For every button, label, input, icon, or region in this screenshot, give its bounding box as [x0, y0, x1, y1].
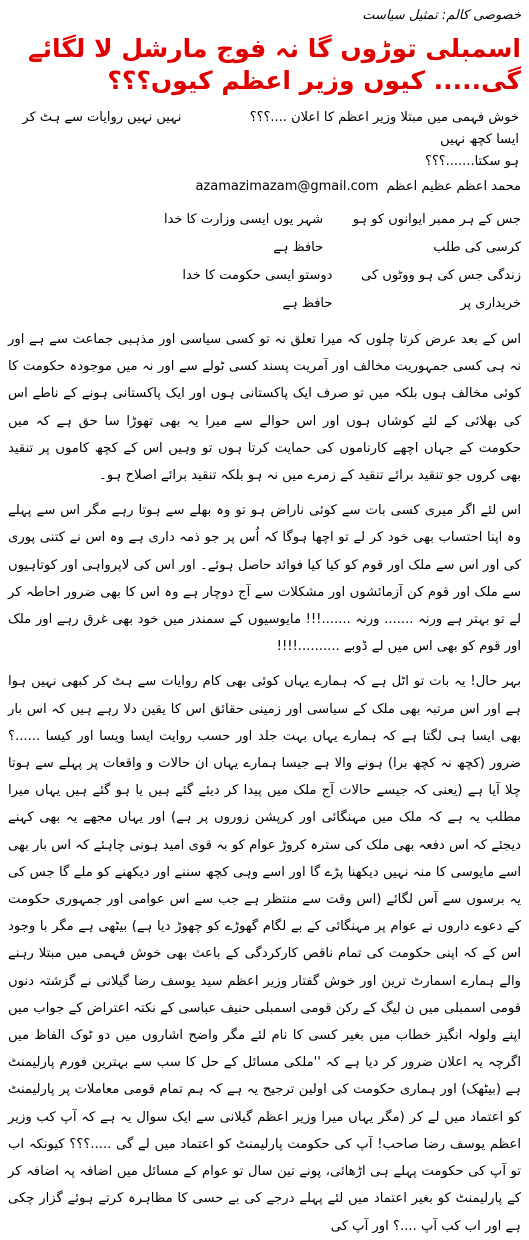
column-kicker: خصوصی کالم: تمثیل سیاست	[362, 8, 521, 23]
poem-line: زندگی جس کی ہو ووٹوں کی خریداری پر	[361, 268, 521, 311]
body-paragraph: اس کے بعد عرض کرتا چلوں کہ میرا تعلق نہ تو کسی سیاسی اور مذہبی جماعت سے ہے اور نہ ہی کسی جمہوریت مخالف اور آمریت پسند کسی ٹولے سے اور نہ میں موجودہ حکومت کا کوئی مخالف ہوں بلکہ میں تو صرف ایک پاکستانی ہوں اور ایک پاکستانی ہونے کے ناطے اس کی بھلائی کے لئے کوشاں ہوں اور اس حوالے سے میرا یہ بھی تھوڑا سا حق ہے کہ میں حکومت کے جہاں اچھے کارناموں کی حمایت کرتا ہوں تو وہیں اس کے کچھ کاموں پر تنقید بھی کروں جو تنقید برائے تنقید کے زمرے میں نہ ہو بلکہ تنقید برائے اصلاح ہو۔	[8, 332, 521, 484]
author-email[interactable]: azamazimazam@gmail.com	[195, 179, 379, 194]
poem-line: جس کے ہر ممبر ایوانوں کو ہو کرسی کی طلب	[352, 212, 521, 255]
body-paragraph: بہر حال! یہ بات تو اٹل ہے کہ ہمارے یہاں کوئی بھی کام روایات سے ہٹ کر کبھی نہیں ہوا ہے اور اس مرتبہ بھی ملک کے سیاسی اور زمینی حقائق اس کا یقین دلا رہے ہیں کہ اس بار بھی ایسا ہی لگتا ہے کہ ہمارے یہاں بہت جلد اور حسب روایت ایسا ویسا اور کیسا ......؟ ضرور (کچھ نہ کچھ برا) ہونے والا ہے جیسا ہمارے یہاں ان حالات و واقعات پر پہلے سے ہوتا چلا آیا ہے (یعنی کہ جیسے حالات آج ملک میں پیدا کر دیئے گئے ہیں یا ہو گئے ہیں یہاں میرا مطلب یہ ہے کہ ملک میں مہنگائی اور کرپشن زوروں پر ہے) اور یہاں مجھے یہ بھی کہنے دیجئے کہ اس دفعہ بھی ملک کی سترہ کروڑ عوام کو بہ قوی امید ہونی چاہئے کہ اس بار بھی اسے مایوسی کا منہ نہیں دیکھنا پڑے گا اور اسے وہی کچھ سننے اور دیکھنے کو ملے گا جس کی یہ برسوں سے آس لگائے (اس وقت سے منتظر ہے جب سے اس عوامی اور جمہوری حکومت کے دعوے داروں نے عوام پر مہنگائی کے بے لگام گھوڑے کو چھوڑ دیا ہے) بیٹھی ہے مگر با وجود اس کے کہ اپنی حکومت کی تمام ناقص کارکردگی کے باعث بھی خوش فہمی میں مبتلا رہنے والے ہمارے اسمارٹ ترین اور خوش گفتار وزیر اعظم سید یوسف رضا گیلانی نے گزشتہ دنوں قومی اسمبلی میں ن لیگ کے رکن قومی اسمبلی حنیف عباسی کے نکتہ اعتراض کے جواب میں اپنے ولولہ انگیز خطاب میں بغیر کسی کا نام لئے مگر واضح اشاروں میں دو ٹوک الفاظ میں اگرچہ یہ اعلان ضرور کر دیا ہے کہ ''ملکی مسائل کے حل کا سب سے بہترین فورم پارلیمنٹ ہے (بیٹھک) اور ہماری حکومت کی اولین ترجیح یہ ہے کہ ہم تمام قومی معاملات پر پارلیمنٹ کو اعتماد میں لے کر (مگر یہاں میرا وزیر اعظم گیلانی سے ایک سوال یہ ہے کہ آپ کب وزیر اعظم یوسف رضا صاحب! آپ کی حکومت پارلیمنٹ کو اعتماد میں لے گی .....؟؟؟ کیونکہ اب تو آپ کی حکومت پہلے ہی اڑھائی، پونے تین سال تو عوام کے مسائل میں اضافہ پہ اضافہ کر کے پارلیمنٹ کو بغیر اعتماد میں لئے پہلے درجے کی بے حسی کا مظاہرہ کرتے ہوئے گزار چکی ہے اور اب کب آپ ....؟ اور آپ کی	[8, 674, 521, 1234]
body-paragraph: اس لئے اگر میری کسی بات سے کوئی ناراض ہو تو وہ بھلے سے ہوتا رہے مگر اس سے پہلے وہ اپنا احتساب بھی خود کر لے تو اچھا ہوگا کہ اُس پر جو ذمہ داری ہے وہ اس نے کتنی پوری کی اور اس سے ملک اور قوم کو کیا کیا فوائد حاصل ہوئے۔ اور اس کی لاپرواہی اور کوتاہیوں سے ملک اور قوم کن آزمائشوں اور مشکلات سے آج دوچار ہے وہ اس کا بھی ضرور احاطہ کر لے تو بہتر ہے ورنہ ....... ورنہ .......!!! مایوسیوں کے سمندر میں خود بھی غرق رہے اور ملک اور قوم کو بھی اس میں لے ڈوبے ..........!!!!	[8, 503, 521, 655]
subhead-part-1: خوش فہمی میں مبتلا وزیر اعظم کا اعلان ....؟؟؟	[249, 110, 519, 125]
byline	[8, 179, 521, 194]
author-name: محمد اعظم عظیم اعظم	[386, 179, 521, 194]
poem	[161, 206, 521, 318]
headline: اسمبلی توڑوں گا نہ فوج مارشل لا لگائے گی..... کیوں وزیر اعظم کیوں؟؟؟	[27, 34, 521, 95]
poem-couplet	[161, 206, 521, 262]
poem-line: دوستو ایسی حکومت کا خدا حافظ ہے	[182, 268, 333, 311]
poem-line: شہر یوں ایسی وزارت کا خدا حافظ ہے	[163, 212, 324, 255]
subhead-part-2: نہیں نہیں روایات سے ہٹ کر ایسا کچھ نہیں	[22, 110, 519, 147]
subhead-part-3: ہو سکتا.......؟؟؟	[424, 154, 519, 169]
poem-couplet	[161, 262, 521, 318]
subheadline	[8, 107, 521, 173]
